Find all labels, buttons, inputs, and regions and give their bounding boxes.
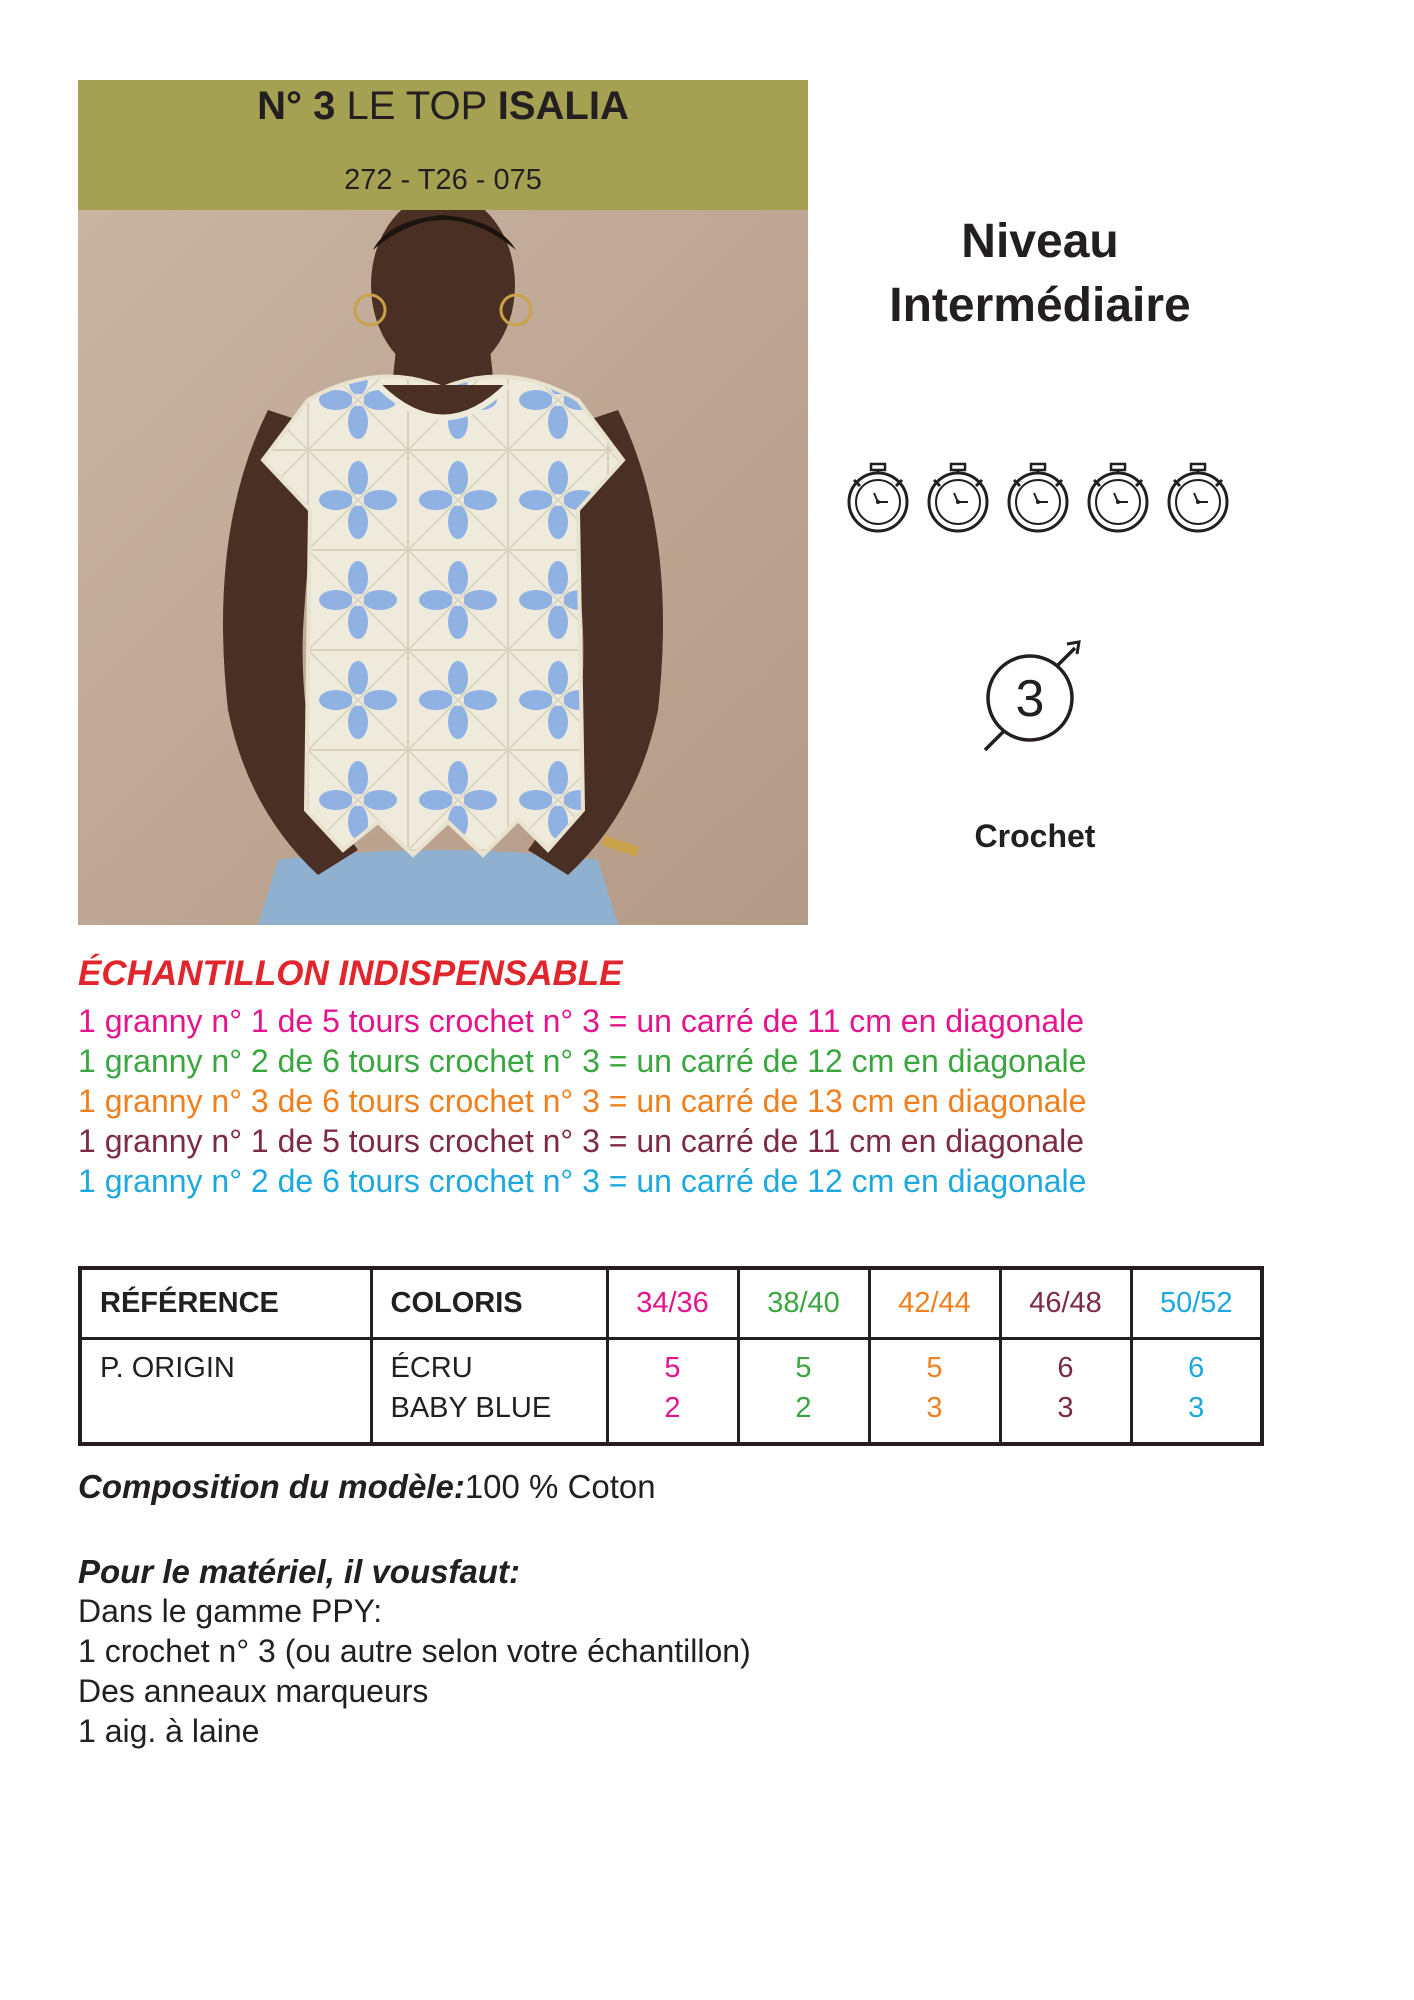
pattern-title-prefix: LE TOP	[346, 84, 487, 128]
color-name: ÉCRU	[390, 1352, 473, 1384]
quantity-cell	[1131, 1339, 1262, 1445]
column-header-reference: RÉFÉRENCE	[80, 1268, 371, 1339]
table-row	[80, 1339, 1262, 1445]
quantity-value: 5	[926, 1352, 943, 1384]
difficulty-level	[845, 210, 1235, 338]
pattern-title	[78, 82, 808, 130]
gauge-line: 1 granny n° 3 de 6 tours crochet n° 3 = un carré de 13 cm en diagonale	[78, 1083, 1087, 1119]
quantity-cell	[607, 1339, 738, 1445]
stopwatch-icon	[849, 464, 907, 531]
material-item: 1 crochet n° 3 (ou autre selon votre échantillon)	[78, 1633, 751, 1669]
composition-label: Composition du modèle:	[78, 1468, 465, 1505]
material-item: Dans le gamme PPY:	[78, 1593, 383, 1629]
material-item: 1 aig. à laine	[78, 1713, 260, 1749]
model-photo	[78, 210, 808, 925]
technique-label: Crochet	[974, 818, 1096, 854]
material-item: Des anneaux marqueurs	[78, 1673, 429, 1709]
size-header: 42/44	[869, 1268, 1000, 1339]
yarn-quantity-table	[78, 1266, 1264, 1446]
quantity-cell	[738, 1339, 869, 1445]
gauge-line: 1 granny n° 2 de 6 tours crochet n° 3 = un carré de 12 cm en diagonale	[78, 1163, 1087, 1199]
quantity-value: 5	[664, 1352, 681, 1384]
model-photo-illustration	[78, 210, 808, 925]
pattern-name: ISALIA	[497, 84, 629, 128]
composition	[78, 1468, 656, 1506]
quantity-value: 3	[926, 1392, 943, 1424]
composition-value: 100 % Coton	[464, 1468, 656, 1505]
yarn-reference: P. ORIGIN	[80, 1339, 371, 1445]
material-title: Pour le matériel, il vousfaut:	[78, 1553, 520, 1590]
crochet-hook-icon	[975, 638, 1090, 753]
column-header-colors: COLORIS	[371, 1268, 607, 1339]
quantity-value: 3	[1057, 1392, 1074, 1424]
yarn-colors	[371, 1339, 607, 1445]
quantity-cell	[869, 1339, 1000, 1445]
title-band	[78, 80, 808, 210]
level-value: Intermédiaire	[889, 279, 1191, 332]
pattern-number: N° 3	[257, 84, 336, 128]
stopwatch-icon	[1169, 464, 1227, 531]
stopwatch-icons	[838, 458, 1238, 538]
size-header: 34/36	[607, 1268, 738, 1339]
quantity-value: 6	[1188, 1352, 1205, 1384]
pattern-reference: 272 - T26 - 075	[344, 164, 542, 196]
stopwatch-icon	[929, 464, 987, 531]
quantity-value: 2	[795, 1392, 812, 1424]
needle-size: 3	[1015, 670, 1045, 728]
stopwatch-icon	[1009, 464, 1067, 531]
color-name: BABY BLUE	[390, 1392, 552, 1424]
quantity-value: 5	[795, 1352, 812, 1384]
gauge-line: 1 granny n° 1 de 5 tours crochet n° 3 = un carré de 11 cm en diagonale	[78, 1003, 1085, 1039]
level-label: Niveau	[961, 215, 1119, 268]
time-rating	[838, 458, 1238, 538]
quantity-value: 2	[664, 1392, 681, 1424]
size-header: 46/48	[1000, 1268, 1131, 1339]
gauge-line: 1 granny n° 1 de 5 tours crochet n° 3 = un carré de 11 cm en diagonale	[78, 1123, 1085, 1159]
size-header: 38/40	[738, 1268, 869, 1339]
table-header-row	[80, 1268, 1262, 1339]
quantity-value: 3	[1188, 1392, 1205, 1424]
gauge-line: 1 granny n° 2 de 6 tours crochet n° 3 = un carré de 12 cm en diagonale	[78, 1043, 1087, 1079]
quantity-cell	[1000, 1339, 1131, 1445]
quantity-value: 6	[1057, 1352, 1074, 1384]
gauge-title: ÉCHANTILLON INDISPENSABLE	[78, 954, 623, 993]
stopwatch-icon	[1089, 464, 1147, 531]
size-header: 50/52	[1131, 1268, 1262, 1339]
